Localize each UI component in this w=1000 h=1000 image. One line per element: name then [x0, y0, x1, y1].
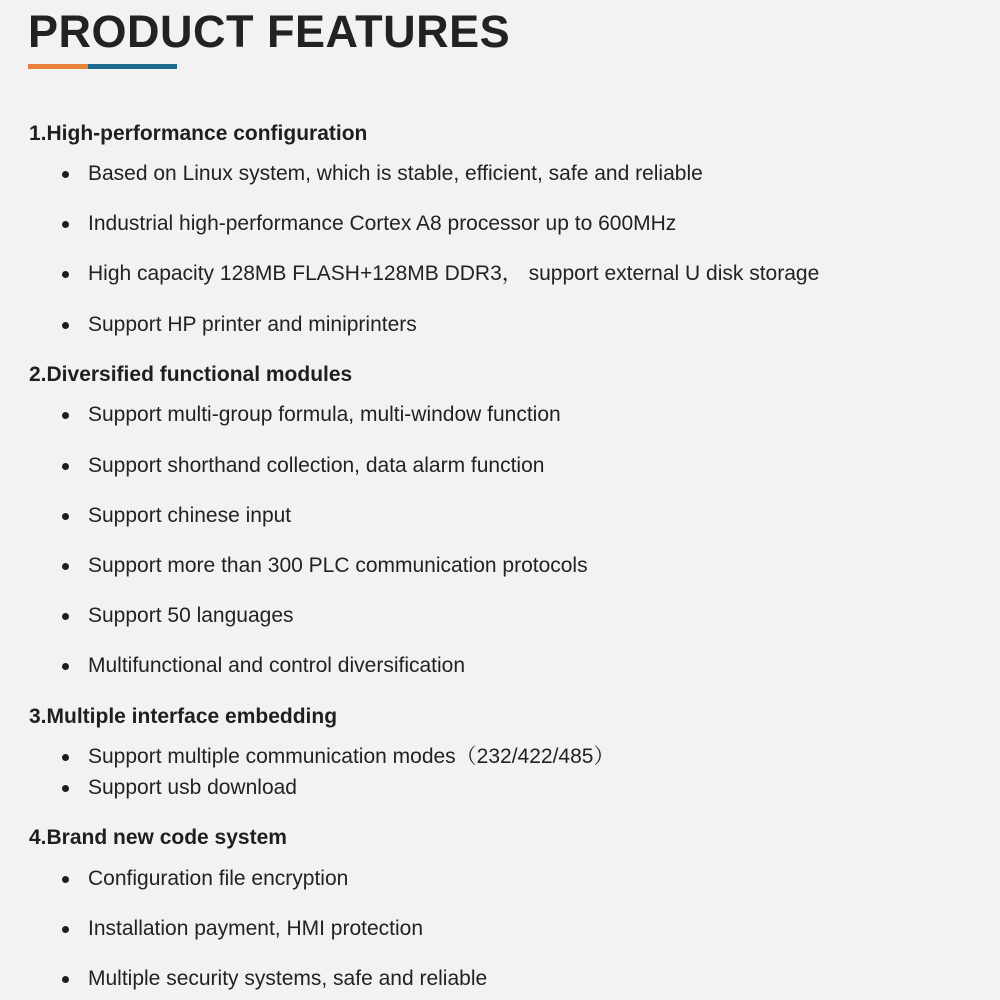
list-item — [62, 775, 297, 801]
bullet-icon — [62, 754, 69, 761]
list-item-text: Support more than 300 PLC communication protocols — [88, 554, 588, 577]
bullet-icon — [62, 613, 69, 620]
bullet-icon — [62, 926, 69, 933]
bullet-icon — [62, 563, 69, 570]
bullet-icon — [62, 221, 69, 228]
list-item — [62, 553, 588, 579]
section-heading-1: 1.High-performance configuration — [29, 122, 368, 145]
list-item-text: Support HP printer and miniprinters — [88, 313, 417, 336]
list-item-text: Configuration file encryption — [88, 867, 349, 890]
list-item-text: Based on Linux system, which is stable, efficient, safe and reliable — [88, 162, 703, 185]
list-item-text: Support multiple communication modes（232/422/485） — [88, 745, 615, 768]
list-item-text: Support 50 languages — [88, 604, 294, 627]
list-item-text: Installation payment, HMI protection — [88, 917, 423, 940]
list-item — [62, 916, 423, 942]
section-heading-3: 3.Multiple interface embedding — [29, 705, 338, 728]
list-item-text: High capacity 128MB FLASH+128MB DDR3， support external U disk storage — [88, 262, 820, 285]
bullet-icon — [62, 663, 69, 670]
list-item — [62, 402, 561, 428]
bullet-icon — [62, 412, 69, 419]
list-item — [62, 161, 703, 187]
list-item — [62, 966, 487, 992]
list-item — [62, 503, 291, 529]
bullet-icon — [62, 463, 69, 470]
list-item-text: Support shorthand collection, data alarm function — [88, 454, 545, 477]
list-item — [62, 211, 676, 237]
underline-orange-segment — [28, 64, 88, 69]
bullet-icon — [62, 876, 69, 883]
bullet-icon — [62, 271, 69, 278]
list-item — [62, 453, 544, 479]
list-item-text: Support chinese input — [88, 504, 292, 527]
list-item-text: Multifunctional and control diversification — [88, 654, 466, 677]
section-heading-2: 2.Diversified functional modules — [29, 363, 353, 386]
list-item — [62, 866, 348, 892]
list-item — [62, 603, 294, 629]
list-item — [62, 653, 465, 679]
list-item — [62, 744, 614, 770]
underline-blue-segment — [88, 64, 177, 69]
section-heading-4: 4.Brand new code system — [29, 826, 287, 849]
bullet-icon — [62, 171, 69, 178]
page-title: PRODUCT FEATURES — [28, 6, 511, 57]
list-item — [62, 261, 819, 287]
bullet-icon — [62, 513, 69, 520]
list-item-text: Multiple security systems, safe and reliable — [88, 967, 488, 990]
list-item-text: Support multi-group formula, multi-window function — [88, 403, 561, 426]
bullet-icon — [62, 976, 69, 983]
bullet-icon — [62, 322, 69, 329]
list-item-text: Support usb download — [88, 776, 297, 799]
list-item-text: Industrial high-performance Cortex A8 processor up to 600MHz — [88, 212, 677, 235]
bullet-icon — [62, 785, 69, 792]
list-item — [62, 312, 417, 338]
title-underline — [28, 64, 177, 69]
